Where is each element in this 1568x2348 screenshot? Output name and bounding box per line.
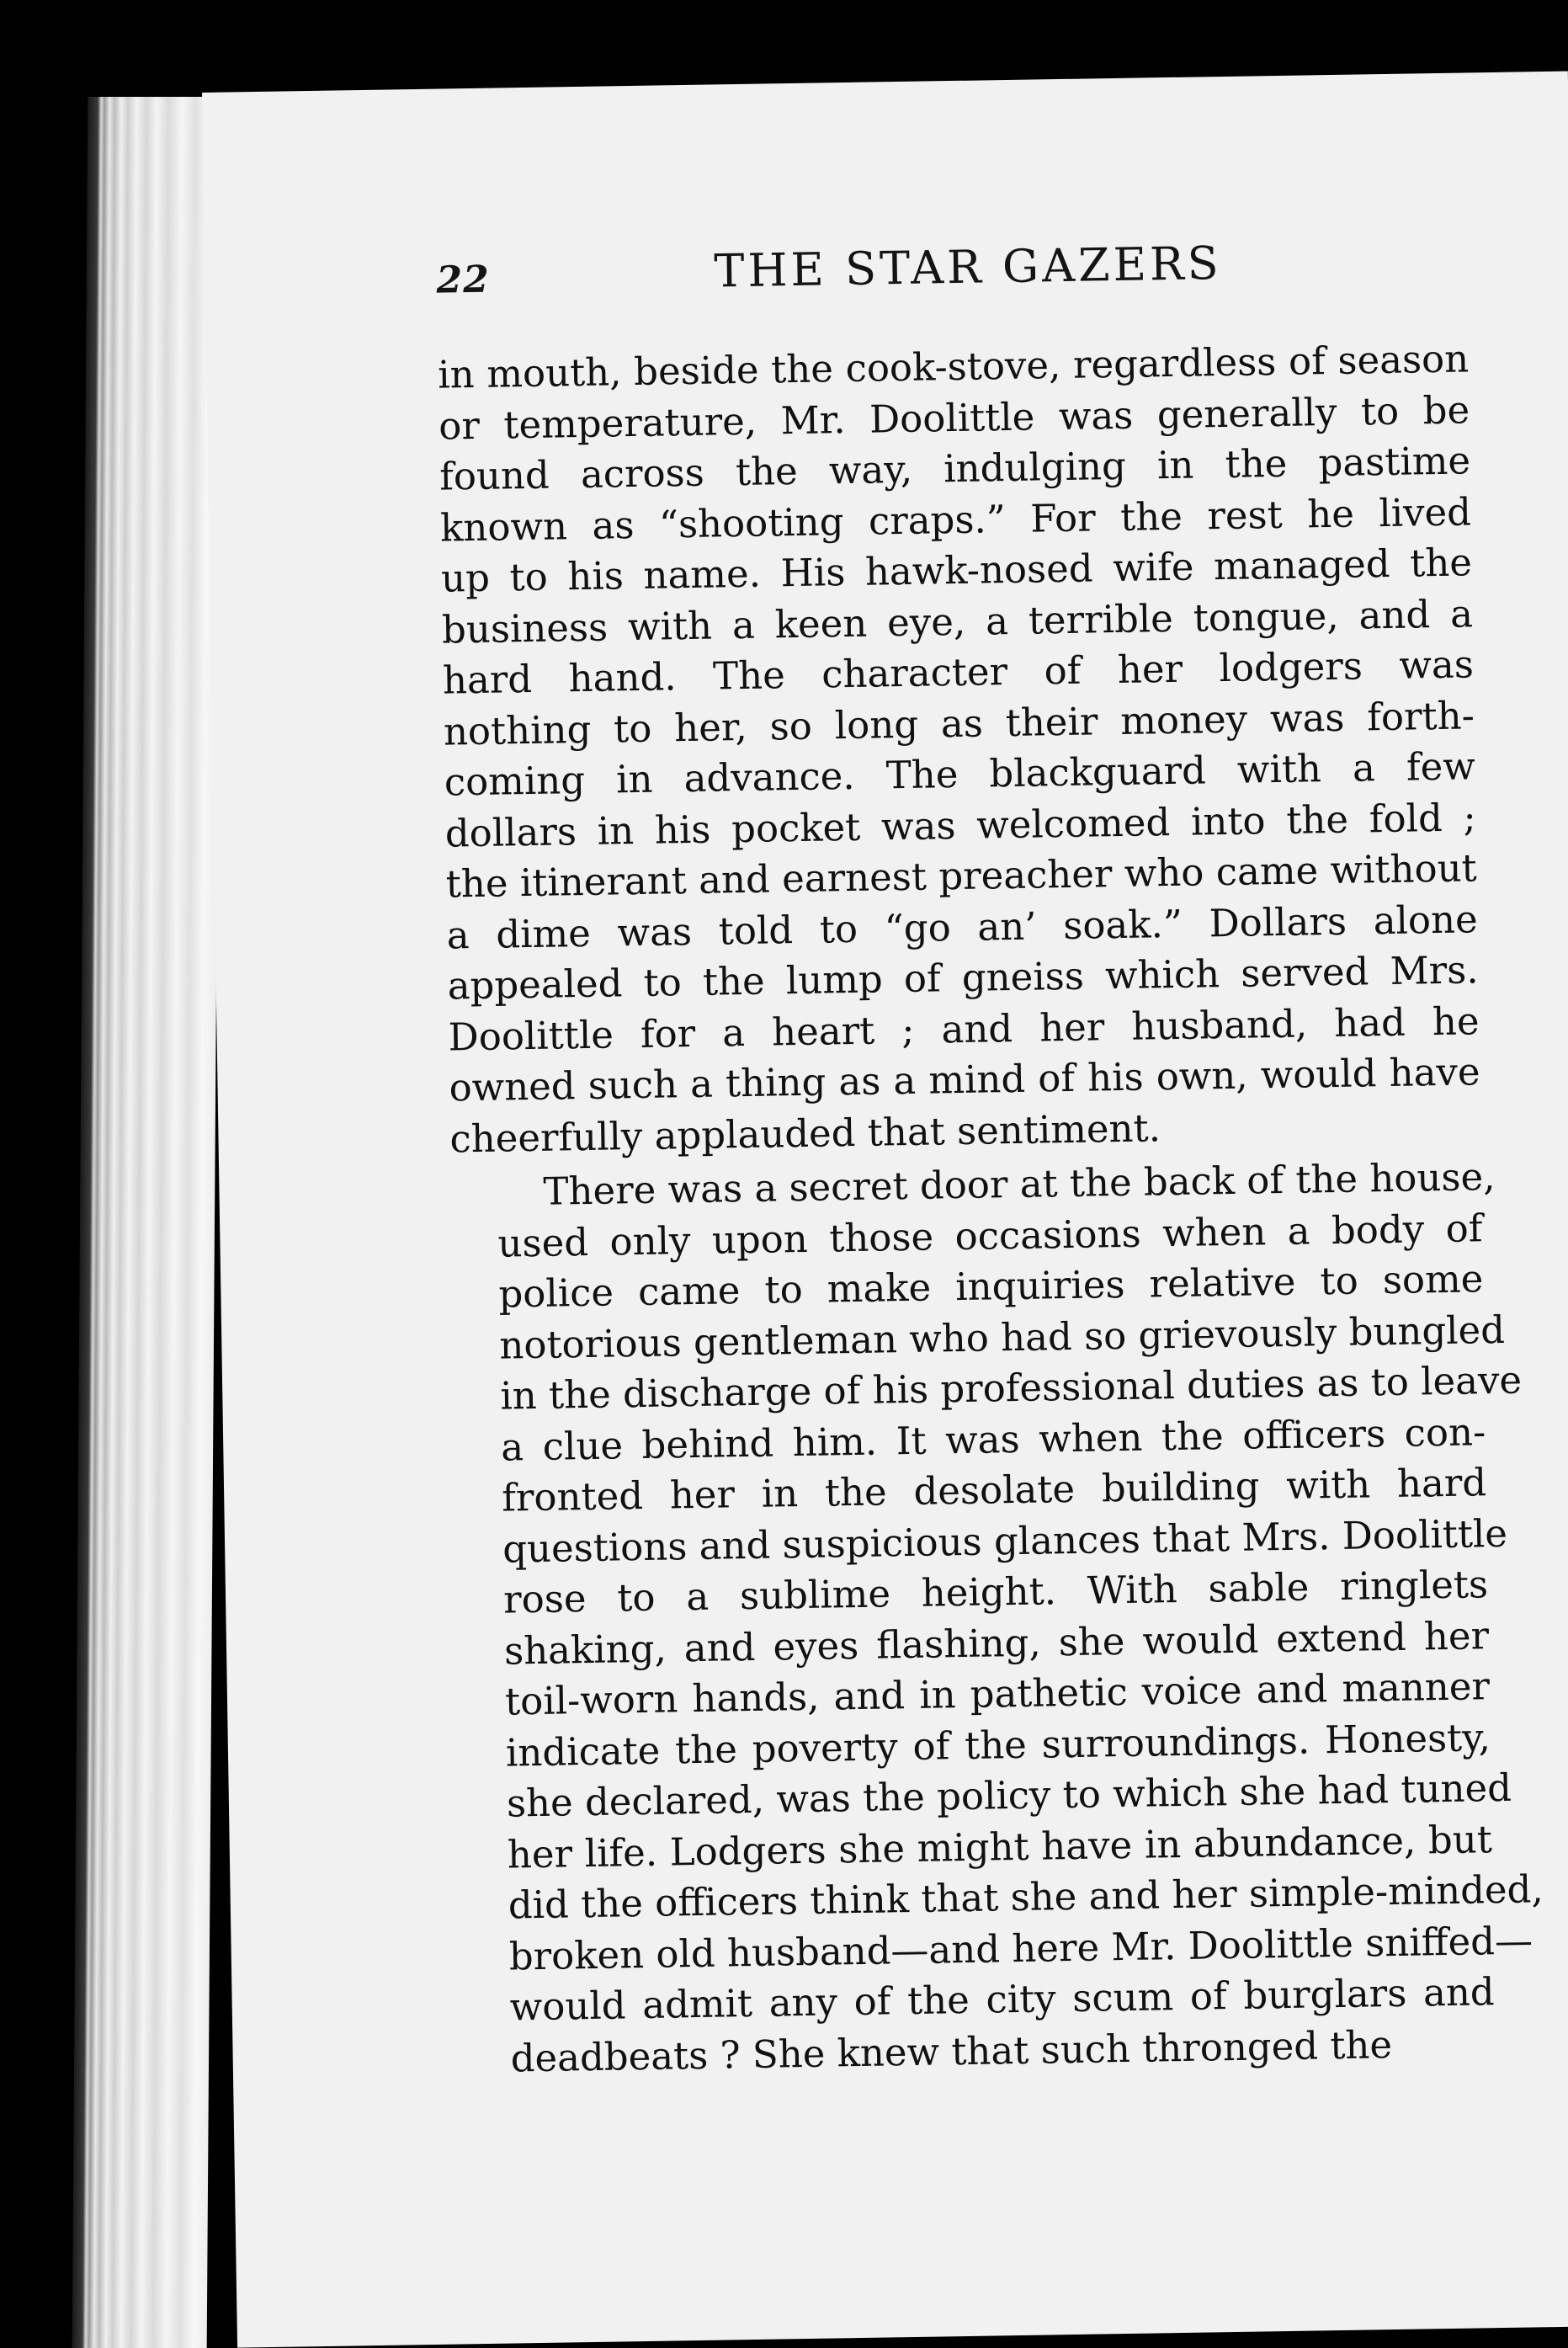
text-line: police came to make inquiries relative to some (498, 1256, 1484, 1317)
text-line: did the officers think that she and her simple-minded, (508, 1866, 1544, 1928)
text-line: coming in advance. The blackguard with a few (444, 743, 1476, 805)
text-line: the itinerant and earnest preacher who came without (445, 845, 1478, 907)
book-page-edges (72, 97, 223, 2348)
text-line: a dime was told to “go an’ soak.” Dollars alone (446, 896, 1479, 958)
paragraph (450, 1152, 1544, 2084)
text-line: appealed to the lump of gneiss which served Mrs. (447, 947, 1479, 1009)
text-line: nothing to her, so long as their money was forth- (443, 692, 1475, 754)
paragraph (438, 333, 1481, 1164)
text-line: toil-worn hands, and in pathetic voice and manner (504, 1664, 1491, 1724)
text-line: dollars in his pocket was welcomed into the fold ; (444, 794, 1477, 856)
text-line: There was a secret door at the back of the house, (543, 1154, 1496, 1214)
running-title: THE STAR GAZERS (713, 236, 1223, 298)
body-text (437, 333, 1544, 2084)
text-line: known as “shooting craps.” For the rest he lived (439, 488, 1472, 551)
page-number: 22 (436, 258, 491, 302)
text-line: a clue behind him. It was when the officers con- (500, 1408, 1486, 1470)
text-line: Doolittle for a heart ; and her husband, had he (448, 998, 1480, 1060)
text-line: her life. Lodgers she might have in abundance, but (507, 1816, 1493, 1877)
text-line: owned such a thing as a mind of his own, would have (449, 1049, 1480, 1110)
text-line: in mouth, beside the cook-stove, regardless of season (437, 336, 1470, 397)
text-line: in the discharge of his professional duties as to leave (499, 1357, 1523, 1419)
text-line: hard hand. The character of her lodgers was (442, 642, 1475, 703)
running-head (436, 232, 1468, 324)
text-line: found across the way, indulging in the pastime (439, 438, 1471, 499)
text-line: she declared, was the policy to which she had tuned (506, 1765, 1512, 1826)
text-line: fronted her in the desolate building with hard (501, 1460, 1487, 1520)
text-line: up to his name. His hawk-nosed wife managed the (440, 540, 1473, 601)
text-line: questions and suspicious glances that Mrs. Doolittle (502, 1510, 1508, 1572)
text-line: would admit any of the city scum of burglars and (509, 1969, 1496, 2030)
text-line: business with a keen eye, a terrible tongue, and a (441, 590, 1474, 652)
text-line: indicate the poverty of the surroundings. Honesty, (505, 1714, 1491, 1776)
page-content (436, 232, 1544, 2084)
text-line: broken old husband—and here Mr. Doolittle sniffed— (508, 1917, 1533, 1979)
text-line: notorious gentleman who had so grievously bungled (498, 1307, 1506, 1368)
text-line: rose to a sublime height. With sable ringlets (502, 1562, 1489, 1622)
text-line: or temperature, Mr. Doolittle was generally to be (438, 386, 1470, 449)
text-line: cheerfully applauded that sentiment. (449, 1105, 1161, 1162)
text-line: shaking, and eyes flashing, she would extend her (503, 1612, 1490, 1674)
book-page (202, 72, 1568, 2348)
text-line: used only upon those occasions when a body of (497, 1205, 1483, 1266)
text-line: deadbeats ? She knew that such thronged the (510, 2021, 1393, 2081)
